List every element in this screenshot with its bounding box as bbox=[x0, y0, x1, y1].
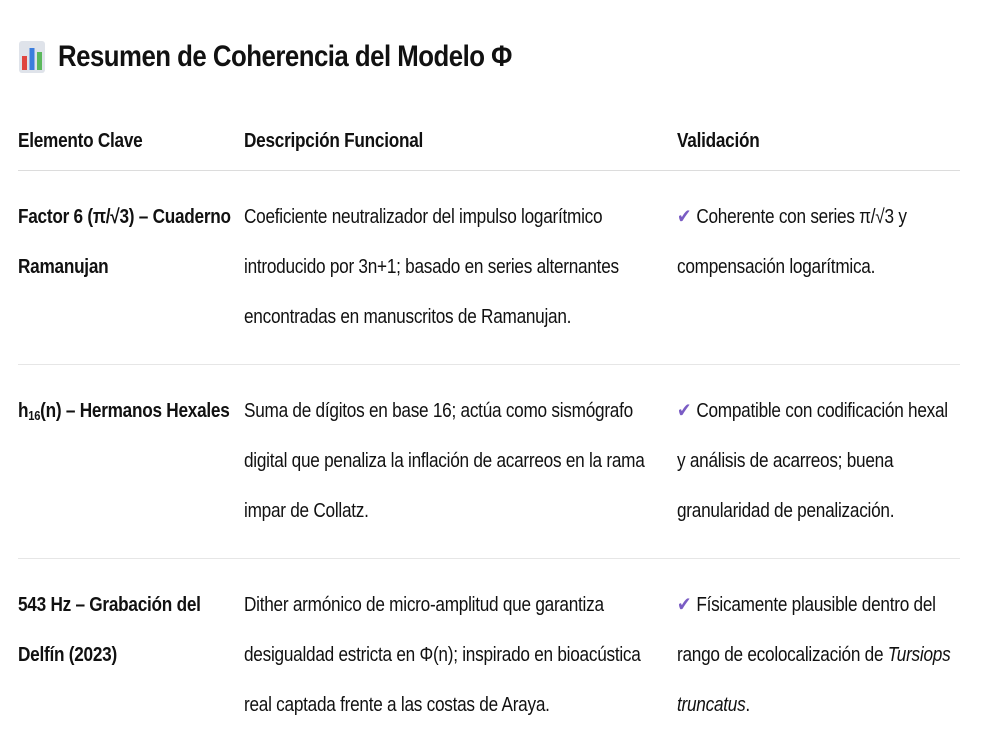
title-row bbox=[18, 34, 586, 80]
element-main: h bbox=[18, 400, 29, 422]
species-name: Tursiops truncatus bbox=[677, 644, 951, 716]
row-validation bbox=[677, 171, 959, 306]
row-description: Dither armónico de micro-amplitud que garantiza desigualdad estricta en Φ(n); inspirado en bioacústica real captada frente a las costas de Araya. bbox=[244, 594, 641, 716]
row-element-cell bbox=[18, 559, 244, 745]
coherence-table bbox=[18, 112, 960, 744]
row-validation-cell bbox=[677, 365, 960, 559]
row-description: Coeficiente neutralizador del impulso logarítmico introducido por 3n+1; basado en series alternantes encontradas en manuscritos de Ramanujan. bbox=[244, 206, 619, 328]
element-rest: (n) – Hermanos Hexales bbox=[40, 400, 230, 422]
row-description-cell bbox=[244, 559, 677, 745]
bar-chart-icon bbox=[18, 40, 46, 74]
row-validation-cell bbox=[677, 559, 960, 745]
row-description-cell bbox=[244, 365, 677, 559]
table-header-row bbox=[18, 112, 960, 171]
row-description: Suma de dígitos en base 16; actúa como sismógrafo digital que penaliza la inflación de acarreos en la rama impar de Collatz. bbox=[244, 400, 645, 522]
check-icon: ✔ bbox=[677, 206, 692, 228]
row-element-cell bbox=[18, 171, 244, 365]
header-validation: Validación bbox=[677, 112, 960, 171]
row-description-cell bbox=[244, 171, 677, 365]
header-description: Descripción Funcional bbox=[244, 112, 677, 171]
check-icon: ✔ bbox=[677, 594, 692, 616]
validation-text: Compatible con codificación hexal y análisis de acarreos; buena granularidad de penalización. bbox=[677, 400, 948, 522]
table-row bbox=[18, 559, 960, 745]
table-row bbox=[18, 171, 960, 365]
page-title: Resumen de Coherencia del Modelo Φ bbox=[58, 40, 512, 73]
check-icon: ✔ bbox=[677, 400, 692, 422]
row-element: Factor 6 (π/√3) – Cuaderno Ramanujan bbox=[18, 206, 231, 278]
row-element bbox=[18, 365, 243, 455]
validation-text: Coherente con series π/√3 y compensación logarítmica. bbox=[677, 206, 907, 278]
element-subscript: 16 bbox=[28, 408, 41, 423]
row-element-cell bbox=[18, 365, 244, 559]
table-row bbox=[18, 365, 960, 559]
row-validation-cell bbox=[677, 171, 960, 365]
row-element: 543 Hz – Grabación del Delfín (2023) bbox=[18, 594, 201, 666]
header-element: Elemento Clave bbox=[18, 112, 244, 171]
validation-text: Físicamente plausible dentro del rango de ecolocalización de bbox=[677, 594, 936, 666]
row-validation bbox=[677, 559, 959, 744]
validation-end: . bbox=[745, 694, 750, 716]
row-validation bbox=[677, 365, 959, 550]
